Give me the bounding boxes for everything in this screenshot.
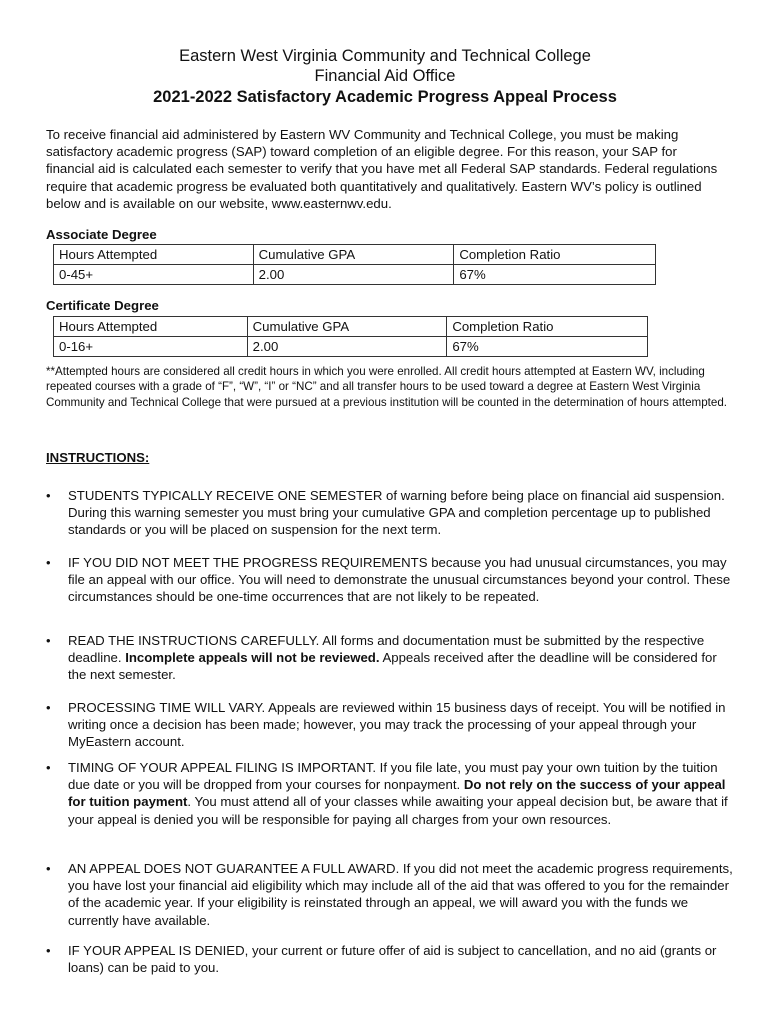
emphasis-text: Do not rely on the success of your appeal for tuition payment xyxy=(68,777,726,810)
table-row xyxy=(54,337,648,357)
text-segment: Appeals received after the deadline will be considered for the next semester. xyxy=(68,650,717,683)
header-completion-ratio: Completion Ratio xyxy=(454,245,656,265)
list-item xyxy=(46,699,736,751)
associate-degree-label: Associate Degree xyxy=(46,227,157,242)
header-hours-attempted: Hours Attempted xyxy=(54,245,254,265)
list-item-text xyxy=(68,759,736,828)
header-cumulative-gpa: Cumulative GPA xyxy=(253,245,454,265)
instructions-heading: INSTRUCTIONS: xyxy=(46,450,150,465)
list-item xyxy=(46,860,736,929)
table-header-row xyxy=(54,317,648,337)
list-item-text: IF YOUR APPEAL IS DENIED, your current or future offer of aid is subject to cancellation, and no aid (grants or loans) can be paid to you. xyxy=(68,943,717,976)
certificate-degree-label: Certificate Degree xyxy=(46,298,159,313)
cell-hours-attempted: 0-16+ xyxy=(54,337,248,357)
table-header-row xyxy=(54,245,656,265)
text-segment: READ THE INSTRUCTIONS CAREFULLY. All forms and documentation must be submitted by the respective deadline. xyxy=(68,633,705,666)
text-segment: . You must attend all of your classes while awaiting your appeal decision but, be aware that if your appeal is denied you will be responsible for paying all charges from your own resources. xyxy=(68,794,728,827)
list-item xyxy=(46,759,736,828)
list-item xyxy=(46,632,736,684)
bullet-icon: • xyxy=(46,633,51,648)
bullet-icon: • xyxy=(46,943,51,958)
cell-cumulative-gpa: 2.00 xyxy=(247,337,447,357)
list-item-text: IF YOU DID NOT MEET THE PROGRESS REQUIREMENTS because you had unusual circumstances, you may file an appeal with our office. You will need to demonstrate the unusual circumstances beyond your control. These circumstances should be one-time occurrences that are not likely to be repeated. xyxy=(68,555,731,605)
table-row xyxy=(54,265,656,285)
list-item-text xyxy=(68,632,736,684)
bullet-icon: • xyxy=(46,488,51,503)
document-title: 2021-2022 Satisfactory Academic Progress Appeal Process xyxy=(153,88,617,106)
intro-paragraph: To receive financial aid administered by Eastern WV Community and Technical College, you must be making satisfactory academic progress (SAP) toward completion of an eligible degree. For this reason, your SAP for financial aid is calculated each semester to verify that you have met all Federal SAP standards. Federal regulations require that academic progress be evaluated both quantitatively and qualitatively. Eastern WV’s policy is outlined below and is available on our website, www.easternwv.edu. xyxy=(46,127,718,211)
certificate-degree-table xyxy=(53,316,648,357)
cell-completion-ratio: 67% xyxy=(454,265,656,285)
office-name: Financial Aid Office xyxy=(314,67,456,85)
emphasis-text: Incomplete appeals will not be reviewed. xyxy=(125,650,380,666)
bullet-icon: • xyxy=(46,861,51,876)
attempted-hours-note: **Attempted hours are considered all credit hours in which you were enrolled. All credit hours attempted at Eastern WV, including repeated courses with a grade of “F”, “W”, “I” or “NC” and all transfer hours to be used toward a degree at Eastern West Virginia Community and Technical College that were pursued at a previous institution will be counted in the determination of hours attempted. xyxy=(46,365,727,409)
bullet-icon: • xyxy=(46,700,51,715)
text-segment: TIMING OF YOUR APPEAL FILING IS IMPORTANT. If you file late, you must pay your own tuition by the tuition due date or you will be dropped from your courses for nonpayment. xyxy=(68,760,718,793)
bullet-icon: • xyxy=(46,760,51,775)
header-completion-ratio: Completion Ratio xyxy=(447,317,648,337)
cell-hours-attempted: 0-45+ xyxy=(54,265,254,285)
list-item xyxy=(46,554,736,606)
list-item xyxy=(46,942,736,976)
document-header xyxy=(0,46,770,108)
cell-completion-ratio: 67% xyxy=(447,337,648,357)
bullet-icon: • xyxy=(46,555,51,570)
list-item-text: PROCESSING TIME WILL VARY. Appeals are reviewed within 15 business days of receipt. You will be notified in writing once a decision has been made; however, you may track the processing of your appeal through your MyEastern account. xyxy=(68,700,726,750)
associate-degree-table xyxy=(53,244,656,285)
header-cumulative-gpa: Cumulative GPA xyxy=(247,317,447,337)
list-item xyxy=(46,487,736,539)
list-item-text: STUDENTS TYPICALLY RECEIVE ONE SEMESTER of warning before being place on financial aid suspension. During this warning semester you must bring your cumulative GPA and completion percentage up to published standards or you will be placed on suspension for the next term. xyxy=(68,488,725,538)
header-hours-attempted: Hours Attempted xyxy=(54,317,248,337)
cell-cumulative-gpa: 2.00 xyxy=(253,265,454,285)
list-item-text: AN APPEAL DOES NOT GUARANTEE A FULL AWARD. If you did not meet the academic progress requirements, you have lost your financial aid eligibility which may include all of the aid that was offered to you for the remainder of the academic year. If your eligibility is reinstated through an appeal, we will award you with the funds we currently have available. xyxy=(68,861,733,928)
college-name: Eastern West Virginia Community and Technical College xyxy=(179,47,591,65)
